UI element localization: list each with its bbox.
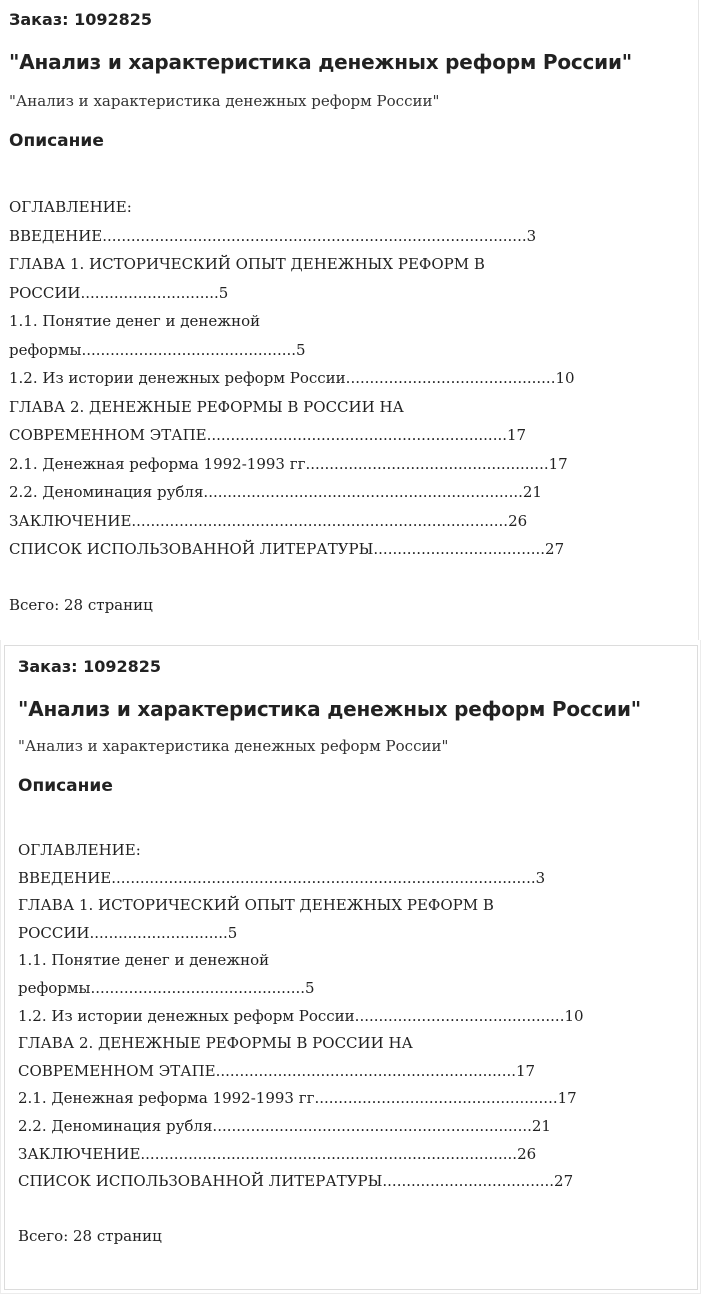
toc-line: СОВРЕМЕННОМ ЭТАПЕ...............................................................17 <box>9 426 527 444</box>
toc-line: СПИСОК ИСПОЛЬЗОВАННОЙ ЛИТЕРАТУРЫ....................................27 <box>9 540 565 558</box>
toc-line: реформы.............................................5 <box>18 978 315 997</box>
table-of-contents <box>18 837 584 1196</box>
toc-line: 1.1. Понятие денег и денежной <box>18 951 270 970</box>
table-of-contents <box>9 193 575 564</box>
toc-line: 1.2. Из истории денежных реформ России............................................10 <box>18 1006 584 1025</box>
toc-line: ОГЛАВЛЕНИЕ: <box>18 841 141 859</box>
toc-line: 1.1. Понятие денег и денежной <box>9 312 261 330</box>
work-title[interactable]: "Анализ и характеристика денежных реформ России" <box>9 50 633 74</box>
toc-line: ГЛАВА 2. ДЕНЕЖНЫЕ РЕФОРМЫ В РОССИИ НА <box>9 397 404 416</box>
order-number: Заказ: 1092825 <box>18 657 162 676</box>
toc-line: 2.1. Денежная реформа 1992-1993 гг...................................................17 <box>18 1089 577 1108</box>
toc-line: 2.1. Денежная реформа 1992-1993 гг...................................................17 <box>9 454 568 473</box>
description-heading: Описание <box>18 776 113 796</box>
toc-line: РОССИИ.............................5 <box>9 283 229 302</box>
toc-line: ЗАКЛЮЧЕНИЕ...............................................................................26 <box>18 1144 537 1163</box>
description-heading: Описание <box>9 131 104 151</box>
toc-line: ЗАКЛЮЧЕНИЕ...............................................................................26 <box>9 511 528 530</box>
toc-line: ВВЕДЕНИЕ.........................................................................................3 <box>9 226 537 245</box>
toc-line: СПИСОК ИСПОЛЬЗОВАННОЙ ЛИТЕРАТУРЫ....................................27 <box>18 1172 574 1191</box>
work-subtitle: "Анализ и характеристика денежных реформ России" <box>9 92 440 110</box>
work-subtitle: "Анализ и характеристика денежных реформ России" <box>18 737 449 755</box>
page-count: Всего: 28 страниц <box>18 1227 162 1245</box>
toc-line: 1.2. Из истории денежных реформ России............................................10 <box>9 369 575 387</box>
toc-line: 2.2. Деноминация рубля...................................................................21 <box>18 1116 551 1135</box>
order-number: Заказ: 1092825 <box>9 10 153 29</box>
work-title[interactable]: "Анализ и характеристика денежных реформ России" <box>18 697 642 721</box>
order-card-2 <box>4 645 698 1290</box>
order-card-1 <box>0 0 699 640</box>
toc-line: ВВЕДЕНИЕ.........................................................................................3 <box>18 868 546 887</box>
toc-line: реформы.............................................5 <box>9 340 306 359</box>
toc-line: СОВРЕМЕННОМ ЭТАПЕ...............................................................17 <box>18 1061 536 1080</box>
toc-line: РОССИИ.............................5 <box>18 923 238 942</box>
toc-line: ГЛАВА 1. ИСТОРИЧЕСКИЙ ОПЫТ ДЕНЕЖНЫХ РЕФОРМ В <box>18 896 494 915</box>
toc-line: ГЛАВА 2. ДЕНЕЖНЫЕ РЕФОРМЫ В РОССИИ НА <box>18 1034 413 1053</box>
toc-line: 2.2. Деноминация рубля...................................................................21 <box>9 483 542 501</box>
page-count: Всего: 28 страниц <box>9 596 153 614</box>
toc-line: ГЛАВА 1. ИСТОРИЧЕСКИЙ ОПЫТ ДЕНЕЖНЫХ РЕФОРМ В <box>9 255 485 273</box>
toc-line: ОГЛАВЛЕНИЕ: <box>9 198 132 216</box>
